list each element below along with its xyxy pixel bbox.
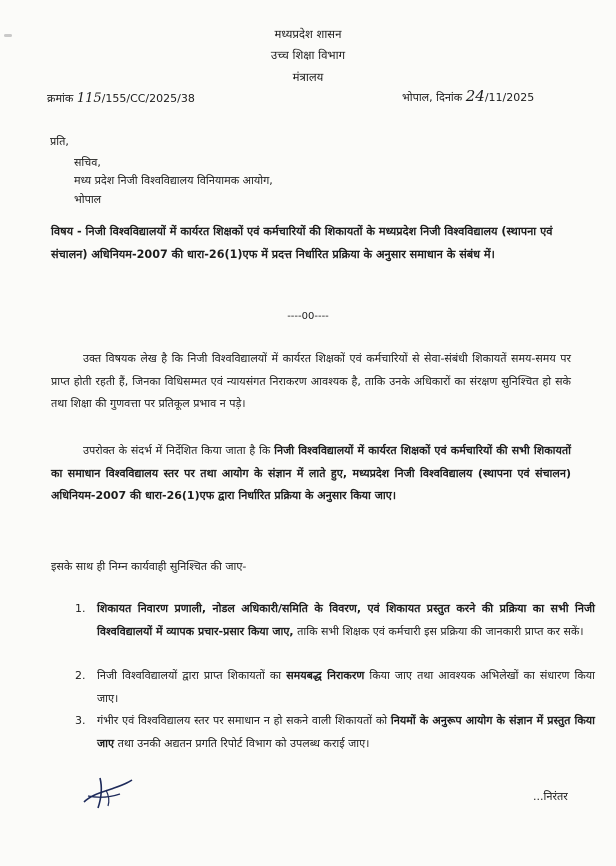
reference-number	[47, 91, 195, 106]
header-ministry: मंत्रालय	[292, 70, 324, 84]
reference-handwritten-no: 115	[76, 91, 102, 106]
paragraph-directive	[51, 440, 571, 508]
date-prefix: भोपाल, दिनांक	[402, 91, 463, 104]
subject-line: विषय - निजी विश्वविद्यालयों में कार्यरत शिक्षकों एवं कर्मचारियों की शिकायतों के मध्यप्रदेश निजी विश्वविद्यालय (स्थापना एवं संचालन) अधिनियम-2007 की धारा-26(1)एफ में प्रदत्त निर्धारित प्रक्रिया के अनुसार समाधान के संबंध में।	[51, 225, 553, 261]
list-item-bold: नियमों के अनुरूप आयोग के संज्ञान में प्रस्तुत किया जाए	[97, 714, 595, 750]
header-department: उच्च शिक्षा विभाग	[270, 48, 346, 62]
date-suffix: /11/2025	[484, 91, 535, 104]
reference-suffix: /155/CC/2025/38	[101, 92, 195, 105]
continued-note: ...निरंतर	[533, 790, 568, 803]
addressee-city: भोपाल	[74, 193, 102, 206]
list-item-text: तथा उनकी अद्यतन प्रगति रिपोर्ट विभाग को उपलब्ध कराई जाए।	[114, 736, 370, 750]
list-item	[75, 710, 595, 755]
list-item	[75, 665, 595, 710]
directive-bold-text: निजी विश्वविद्यालयों में कार्यरत शिक्षकों एवं कर्मचारियों की सभी शिकायतों का समाधान विश्वविद्यालय स्तर पर तथा आयोग के संज्ञान में लाते हुए, मध्यप्रदेश निजी विश्वविद्यालय (स्थापना एवं संचालन) अधिनियम-2007 की धारा-26(1)एफ द्वारा निर्धारित प्रक्रिया के अनुसार किया जाए।	[51, 444, 571, 502]
list-item-text: ताकि सभी शिक्षक एवं कर्मचारी इस प्रक्रिया की जानकारी प्राप्त कर सकें।	[293, 624, 584, 638]
date-line	[402, 87, 534, 105]
date-handwritten-day: 24	[465, 87, 485, 105]
list-item-text: किया जाए तथा आवश्यक अभिलेखों का संधारण किया जाए।	[97, 669, 595, 705]
addressee-designation: सचिव,	[74, 156, 101, 169]
addressee-to: प्रति,	[50, 135, 69, 148]
list-item-pre: गंभीर एवं विश्वविद्यालय स्तर पर समाधान न हो सकने वाली शिकायतों को	[97, 714, 391, 727]
directive-normal-text: उपरोक्त के संदर्भ में निर्देशित किया जाता है कि	[83, 444, 275, 457]
paragraph-intro: उक्त विषयक लेख है कि निजी विश्वविद्यालयों में कार्यरत शिक्षकों एवं कर्मचारियों से सेवा-संबंधी शिकायतें समय-समय पर प्राप्त होती रहती हैं, जिनका विधिसम्मत एवं न्यायसंगत निराकरण आवश्यक है, ताकि उनके अधिकारों का संरक्षण सुनिश्चित हो सके तथा शिक्षा की गुणवत्ता पर प्रतिकूल प्रभाव न पड़े।	[51, 352, 571, 410]
signature-mark	[78, 772, 138, 812]
list-item-bold: समयबद्ध निराकरण	[286, 669, 365, 682]
list-item-number: 2.	[75, 669, 86, 682]
addressee-body: मध्य प्रदेश निजी विश्वविद्यालय विनियामक आयोग,	[74, 174, 273, 187]
paragraph-actions-intro: इसके साथ ही निम्न कार्यवाही सुनिश्चित की जाए-	[51, 560, 247, 573]
header-government: मध्यप्रदेश शासन	[274, 27, 342, 41]
separator: ----00----	[287, 311, 329, 322]
reference-prefix: क्रमांक	[47, 92, 74, 105]
list-item-number: 1.	[75, 602, 86, 615]
list-item	[75, 598, 595, 643]
list-item-number: 3.	[75, 714, 86, 727]
list-item-bold: शिकायत निवारण प्रणाली, नोडल अधिकारी/समिति के विवरण, एवं शिकायत प्रस्तुत करने की प्रक्रिया का सभी निजी विश्वविद्यालयों में व्यापक प्रचार-प्रसार किया जाए,	[97, 602, 595, 638]
list-item-pre: निजी विश्वविद्यालयों द्वारा प्राप्त शिकायतों का	[97, 669, 287, 682]
